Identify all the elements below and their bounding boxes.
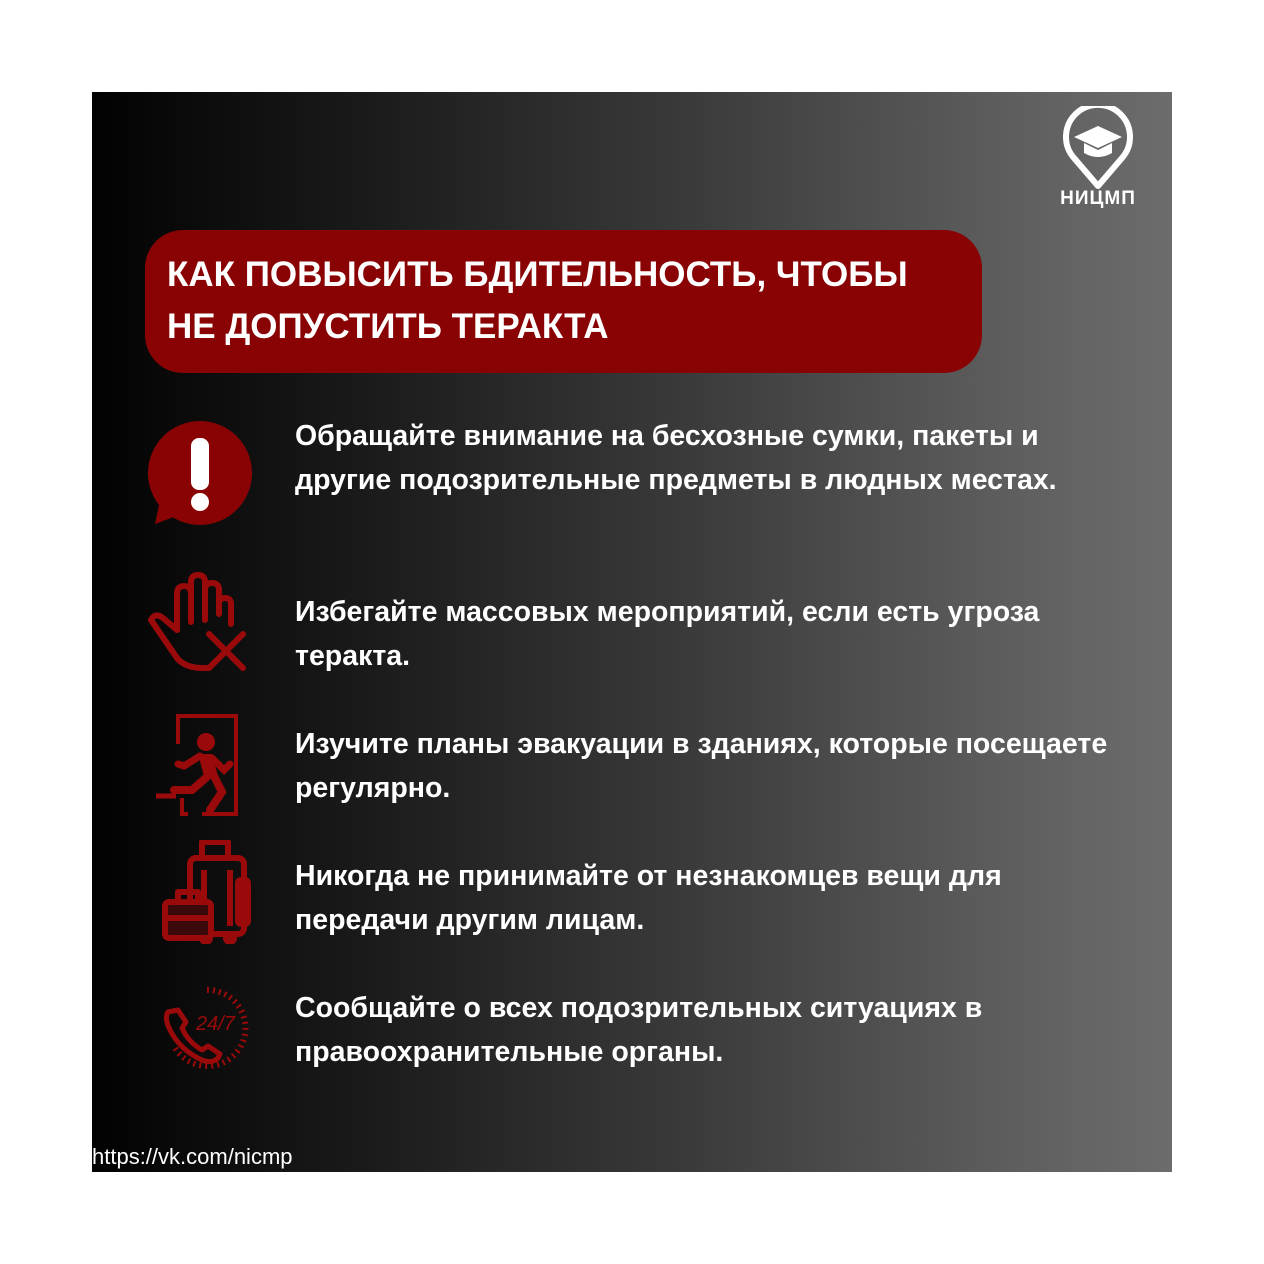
source-url[interactable]: https://vk.com/nicmp bbox=[92, 1144, 293, 1169]
item-2-text: Избегайте массовых мероприятий, если есть угроза теракта. bbox=[295, 596, 1040, 672]
title-line-2: НЕ ДОПУСТИТЬ ТЕРАКТА bbox=[167, 307, 609, 346]
item-3-text: Изучите планы эвакуации в зданиях, которые посещаете регулярно. bbox=[295, 728, 1108, 804]
item-1-text: Обращайте внимание на бесхозные сумки, пакеты и другие подозрительные предметы в людных местах. bbox=[295, 420, 1057, 496]
item-5-text: Сообщайте о всех подозрительных ситуациях в правоохранительные органы. bbox=[295, 992, 983, 1068]
hand-stop-icon bbox=[147, 572, 249, 679]
evacuation-exit-icon bbox=[154, 714, 240, 823]
title-banner bbox=[145, 230, 982, 373]
24-7-label: 24/7 bbox=[196, 1013, 235, 1035]
graduation-cap-pin-icon bbox=[1050, 106, 1146, 190]
item-4-text: Никогда не принимайте от незнакомцев вещи для передачи другим лицам. bbox=[295, 860, 1002, 936]
luggage-icon bbox=[162, 840, 254, 949]
phone-24-7-icon bbox=[162, 984, 252, 1075]
exclamation-bubble-icon bbox=[147, 420, 257, 531]
logo bbox=[1050, 106, 1146, 216]
logo-text: НИЦМП bbox=[1060, 188, 1136, 209]
title-line-1: КАК ПОВЫСИТЬ БДИТЕЛЬНОСТЬ, ЧТОБЫ bbox=[167, 255, 908, 294]
poster-card bbox=[92, 92, 1172, 1172]
